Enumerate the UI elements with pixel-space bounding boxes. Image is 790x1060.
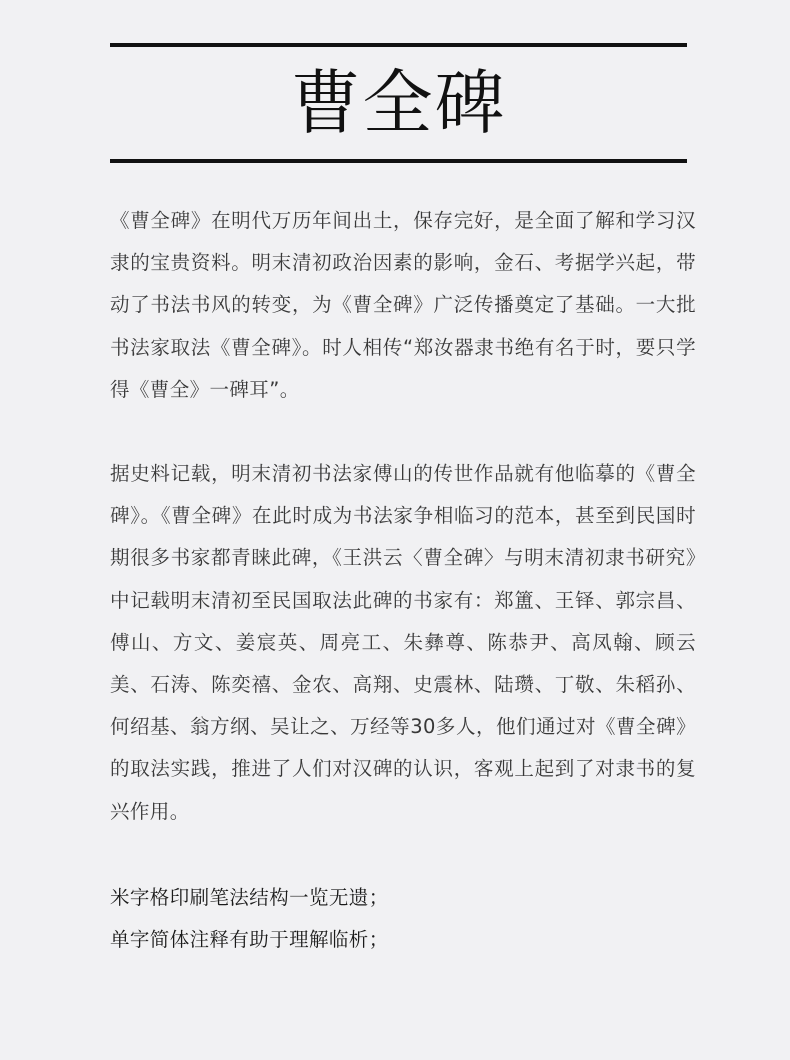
intro-paragraph: 《曹全碑》在明代万历年间出土，保存完好，是全面了解和学习汉隶的宝贵资料。明末清初政治因素的影响，金石、考据学兴起，带动了书法书风的转变，为《曹全碑》广泛传播奠定了基础。一大批书法家取法《曹全碑》。时人相传“郑汝器隶书绝有名于时，要只学得《曹全》一碑耳”。	[110, 209, 696, 401]
history-paragraph: 据史料记载，明末清初书法家傅山的传世作品就有他临摹的《曹全碑》。《曹全碑》在此时成为书法家争相临习的范本，甚至到民国时期很多书家都青睐此碑，《王洪云〈曹全碑〉与明末清初隶书研究》中记载明末清初至民国取法此碑的书家有：郑簠、王铎、郭宗昌、傅山、方文、姜宸英、周亮工、朱彝尊、陈恭尹、高凤翰、顾云美、石涛、陈奕禧、金农、高翔、史震林、陆瓒、丁敬、朱稻孙、何绍基、翁方纲、吴让之、万经等30多人，他们通过对《曹全碑》的取法实践，推进了人们对汉碑的认识，客观上起到了对隶书的复兴作用。	[110, 462, 696, 823]
feature-item: 米字格印刷笔法结构一览无遗；	[110, 885, 389, 909]
description-body	[110, 200, 696, 961]
title-top-rule	[110, 43, 687, 47]
title-bottom-rule	[110, 159, 687, 163]
page-title: 曹全碑	[290, 62, 507, 144]
feature-list	[110, 877, 696, 961]
feature-item: 单字简体注释有助于理解临析；	[110, 927, 389, 951]
